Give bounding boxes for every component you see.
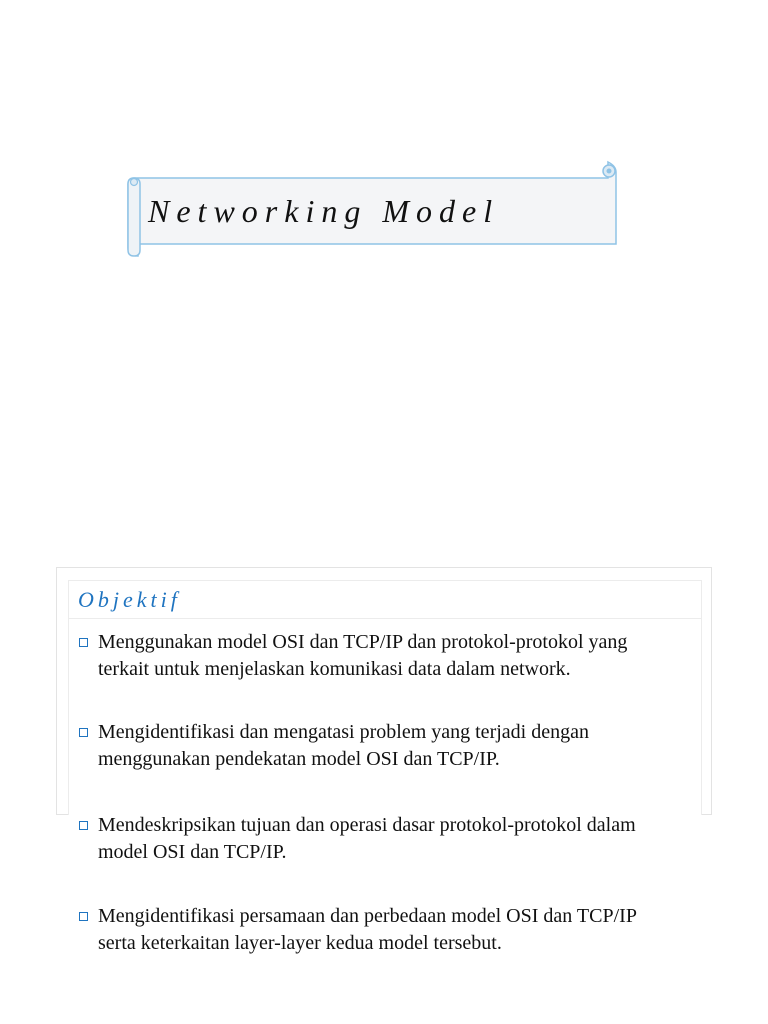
objective-item-1-line2: terkait untuk menjelaskan komunikasi data dalam network.	[98, 658, 571, 680]
objective-item-2	[78, 719, 698, 773]
objective-heading: Objektif	[78, 587, 181, 612]
page-title: Networking Model	[148, 193, 500, 229]
objective-item-4-line2: serta keterkaitan layer-layer kedua model tersebut.	[98, 932, 502, 954]
square-bullet-icon	[79, 912, 88, 921]
objective-item-3	[78, 812, 698, 866]
square-bullet-icon	[79, 728, 88, 737]
objective-item-1	[78, 629, 698, 683]
objective-item-3-line2: model OSI dan TCP/IP.	[98, 841, 287, 863]
objective-item-1-line1: Menggunakan model OSI dan TCP/IP dan protokol-protokol yang	[98, 631, 628, 653]
objective-item-2-line2: menggunakan pendekatan model OSI dan TCP/IP.	[98, 748, 500, 770]
objective-header-divider	[68, 618, 702, 619]
square-bullet-icon	[79, 638, 88, 647]
objective-item-4-line1: Mengidentifikasi persamaan dan perbedaan model OSI dan TCP/IP	[98, 905, 637, 927]
objective-box-inner	[68, 580, 702, 815]
objective-item-2-line1: Mengidentifikasi dan mengatasi problem yang terjadi dengan	[98, 721, 589, 743]
objective-item-4	[78, 903, 698, 957]
square-bullet-icon	[79, 821, 88, 830]
objective-item-3-line1: Mendeskripsikan tujuan dan operasi dasar protokol-protokol dalam	[98, 814, 636, 836]
